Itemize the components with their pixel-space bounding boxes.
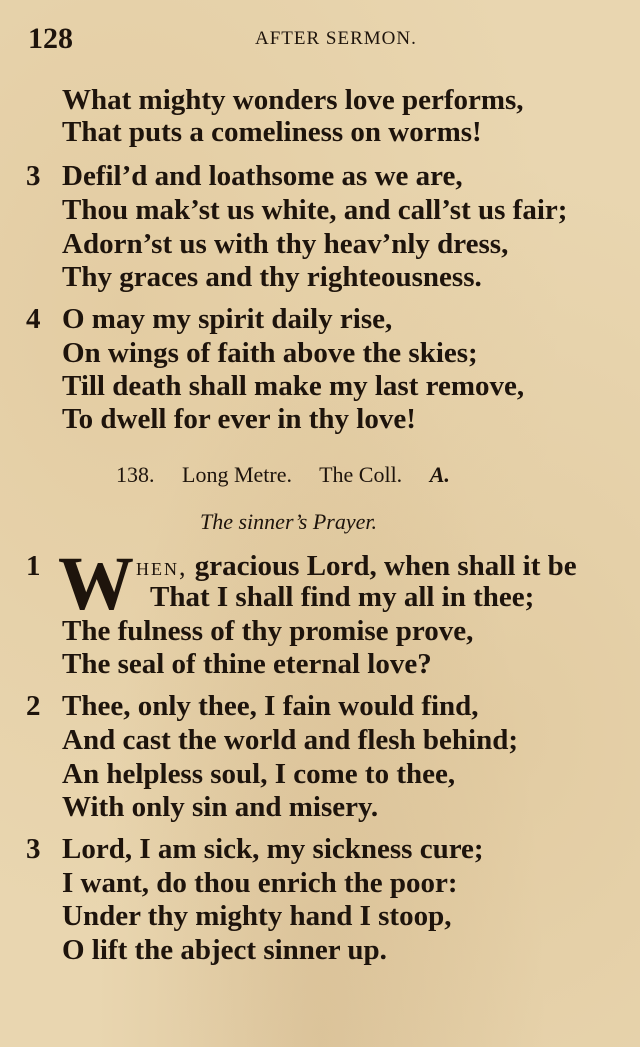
first-line-rest: gracious Lord, when shall it be (187, 550, 577, 582)
hymn-metre: Long Metre. (182, 462, 292, 487)
verse-number: 3 (26, 160, 41, 192)
verse-line: Under thy mighty hand I stoop, (62, 900, 452, 932)
drop-cap: W (58, 542, 134, 626)
verse-line: I want, do thou enrich the poor: (62, 867, 458, 899)
verse-number: 4 (26, 303, 41, 335)
page-number: 128 (28, 22, 73, 55)
hymn-heading (116, 462, 450, 488)
verse-line: On wings of faith above the skies; (62, 337, 478, 369)
verse-line: The fulness of thy promise prove, (62, 615, 474, 647)
first-word: hen, (136, 552, 188, 581)
verse-line: Thou mak’st us white, and call’st us fair; (62, 194, 568, 226)
verse-line: Thy graces and thy righteousness. (62, 261, 482, 293)
verse-line: O may my spirit daily rise, (62, 303, 393, 335)
verse-line: To dwell for ever in thy love! (62, 403, 416, 435)
running-head (28, 22, 620, 56)
verse-line: With only sin and misery. (62, 791, 379, 823)
hymn-tune: The Coll. (319, 462, 403, 487)
hymn-mark: A. (429, 462, 450, 487)
verse-line: That I shall find my all in thee; (150, 581, 535, 613)
running-title: AFTER SERMON. (255, 28, 417, 49)
hymn-subtitle: The sinner’s Prayer. (200, 509, 378, 534)
hymn-number: 138. (116, 462, 155, 487)
verse-line: An helpless soul, I come to thee, (62, 758, 456, 790)
verse-number: 2 (26, 690, 41, 722)
verse-line: The seal of thine eternal love? (62, 648, 432, 680)
verse-line: Lord, I am sick, my sickness cure; (62, 833, 484, 865)
verse-line: And cast the world and flesh behind; (62, 724, 519, 756)
verse-line: Thee, only thee, I fain would find, (62, 690, 479, 722)
verse-line: What mighty wonders love performs, (62, 84, 524, 116)
verse-number: 1 (26, 550, 41, 582)
verse-line: O lift the abject sinner up. (62, 934, 387, 966)
verse-number: 3 (26, 833, 41, 865)
verse-line: That puts a comeliness on worms! (62, 116, 482, 148)
verse-line: Till death shall make my last remove, (62, 370, 525, 402)
verse-line: Adorn’st us with thy heav’nly dress, (62, 228, 509, 260)
verse-line (136, 550, 577, 583)
verse-line: Defil’d and loathsome as we are, (62, 160, 463, 192)
